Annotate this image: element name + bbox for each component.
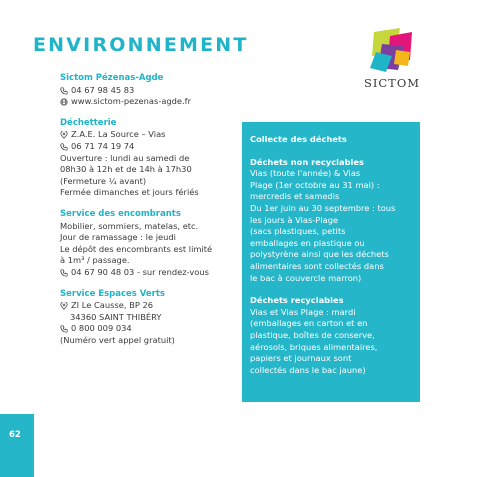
collection-heading: Collecte des déchets — [250, 134, 347, 144]
non-recyclables-line: les jours à Vias-Plage — [250, 214, 339, 225]
non-recyclables-line: (sacs plastiques, petits — [250, 226, 346, 237]
recyclables-line: (emballages en carton et en — [250, 318, 368, 329]
globe-icon — [60, 98, 68, 106]
sictom-phone[interactable]: 04 67 98 45 83 — [71, 84, 135, 95]
espaces-verts-phone[interactable]: 0 800 009 034 — [71, 323, 132, 334]
recyclables-line: collectés dans le bac jaune) — [250, 364, 366, 375]
decheterie-hours-line: (Fermeture ¼ avant) — [60, 175, 147, 186]
page-number: 62 — [9, 430, 21, 440]
recyclables-line: aérosols, briques alimentaires, — [250, 341, 378, 352]
sictom-web-row — [60, 96, 230, 108]
decheterie-phone-row — [60, 141, 230, 153]
sictom-logo — [352, 26, 432, 94]
non-recyclables-line: emballages en plastique ou — [250, 237, 365, 248]
recyclables-line: plastique, boîtes de conserve, — [250, 329, 375, 340]
non-recyclables-line: mercredis et samedis — [250, 191, 340, 202]
sictom-logo-icon — [352, 26, 432, 76]
encombrants-line: à 1m³ / passage. — [60, 255, 130, 266]
non-recyclables-heading: Déchets non recyclables — [250, 156, 364, 167]
decheterie-phone[interactable]: 06 71 74 19 74 — [71, 140, 135, 151]
espaces-verts-address: ZI Le Causse, BP 26 — [71, 300, 154, 311]
non-recyclables-line: Vias (toute l'année) & Vias — [250, 168, 361, 179]
non-recyclables-line: Du 1er juin au 30 septembre : tous — [250, 202, 396, 213]
encombrants-line: Le dépôt des encombrants est limité — [60, 243, 213, 254]
page-title: ENVIRONNEMENT — [33, 34, 249, 56]
logo-text: SICTOM — [363, 76, 421, 90]
phone-icon — [60, 269, 68, 277]
espaces-verts-heading: Service Espaces Verts — [60, 288, 165, 299]
decheterie-section — [60, 118, 230, 199]
espaces-verts-phone-row — [60, 323, 230, 335]
non-recyclables-line: Plage (1er octobre au 31 mai) : — [250, 179, 380, 190]
non-recyclables-line: polystyrène ainsi que les déchets — [250, 249, 389, 260]
espaces-verts-section — [60, 289, 230, 347]
decheterie-heading: Déchetterie — [60, 117, 117, 128]
sictom-phone-row — [60, 85, 230, 97]
espaces-verts-city: 34360 SAINT THIBÉRY — [70, 311, 162, 322]
sictom-section — [60, 73, 230, 108]
decheterie-hours-line: 08h30 à 12h et de 14h à 17h30 — [60, 164, 192, 175]
espaces-verts-note: (Numéro vert appel gratuit) — [60, 334, 175, 345]
page-tab — [0, 414, 34, 477]
encombrants-heading: Service des encombrants — [60, 208, 181, 219]
encombrants-phone-row — [60, 267, 230, 279]
phone-icon — [60, 143, 68, 151]
encombrants-phone[interactable]: 04 67 90 48 03 - sur rendez-vous — [71, 266, 209, 277]
encombrants-section — [60, 209, 230, 279]
decheterie-address: Z.A.E. La Source – Vias — [71, 129, 166, 140]
recyclables-heading: Déchets recyclables — [250, 295, 344, 306]
location-pin-icon — [60, 131, 68, 139]
non-recyclables-line: le bac à couvercle marron) — [250, 272, 362, 283]
sictom-heading: Sictom Pézenas-Agde — [60, 73, 164, 83]
encombrants-line: Jour de ramassage : le jeudi — [60, 232, 176, 243]
location-pin-icon — [60, 302, 68, 310]
phone-icon — [60, 87, 68, 95]
recyclables-line: papiers et journaux sont — [250, 353, 352, 364]
decheterie-hours-line: Ouverture : lundi au samedi de — [60, 152, 190, 163]
non-recyclables-line: alimentaires sont collectés dans — [250, 260, 384, 271]
decheterie-hours-line: Fermée dimanches et jours fériés — [60, 187, 199, 198]
espaces-verts-address-row — [60, 300, 230, 312]
encombrants-line: Mobilier, sommiers, matelas, etc. — [60, 220, 199, 231]
collection-box — [242, 122, 420, 402]
recyclables-line: Vias et Vias Plage : mardi — [250, 306, 356, 317]
contacts-column — [60, 73, 230, 356]
phone-icon — [60, 325, 68, 333]
decheterie-address-row — [60, 129, 230, 141]
sictom-website-link[interactable]: www.sictom-pezenas-agde.fr — [71, 96, 192, 107]
